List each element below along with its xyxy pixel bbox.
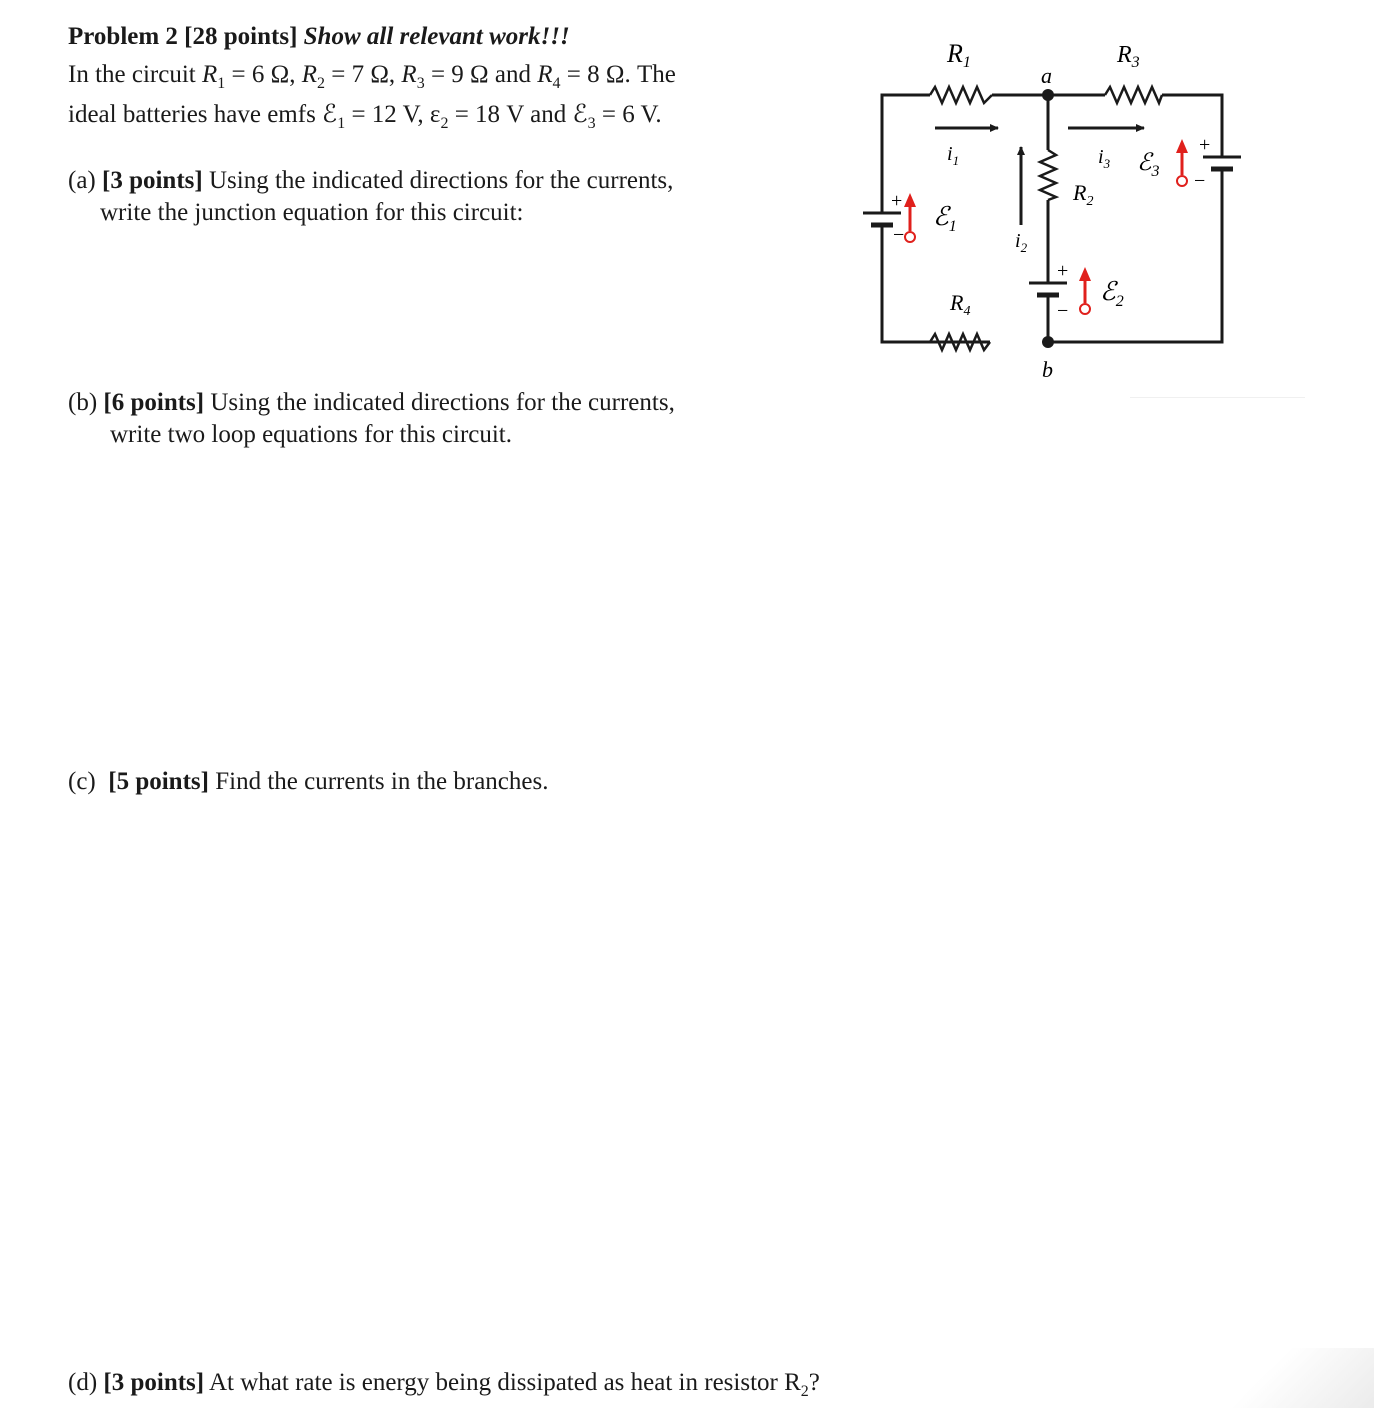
e2-sub: 2 bbox=[440, 115, 449, 132]
intro-text: In the circuit bbox=[68, 61, 202, 88]
minus-e2: − bbox=[1057, 300, 1069, 322]
part-b-text1: Using the indicated directions for the currents, bbox=[210, 389, 675, 416]
part-b-line1 bbox=[68, 388, 675, 418]
r4-value: = 8 Ω. The bbox=[560, 61, 676, 88]
part-a-points: [3 points] bbox=[102, 167, 203, 194]
r2-sub: 2 bbox=[316, 75, 325, 92]
part-a-label: (a) bbox=[68, 167, 96, 194]
r1-sub: 1 bbox=[217, 75, 226, 92]
r4-sub: 4 bbox=[552, 75, 561, 92]
part-d-sub: 2 bbox=[800, 1383, 809, 1400]
resistor-r1 bbox=[930, 87, 992, 103]
plus-e2: + bbox=[1057, 260, 1069, 282]
node-b-dot bbox=[1042, 336, 1054, 348]
faint-divider bbox=[1130, 397, 1305, 398]
r1-symbol: R bbox=[201, 61, 218, 88]
r1-value: = 6 Ω, bbox=[225, 61, 302, 88]
label-r1: R1 bbox=[947, 39, 971, 71]
label-emf2: ℰ$_2$ bbox=[1100, 277, 1124, 310]
label-node-b: b bbox=[1042, 357, 1053, 382]
part-b-label: (b) bbox=[68, 389, 98, 416]
part-c-label: (c) bbox=[68, 768, 96, 795]
problem-heading: Problem 2 [28 points] bbox=[68, 23, 298, 50]
resistor-r2 bbox=[1040, 150, 1056, 200]
r3-value: = 9 Ω and bbox=[424, 61, 538, 88]
label-r3: $R_3$ bbox=[1117, 42, 1140, 71]
plus-e3: + bbox=[1199, 134, 1211, 156]
label-r4: $R_4$ bbox=[950, 290, 971, 319]
part-d-text: At what rate is energy being dissipated as heat in resistor R bbox=[209, 1369, 801, 1396]
page-corner-shade bbox=[1194, 1348, 1374, 1408]
label-i1: $i_1$ bbox=[947, 143, 960, 168]
emf1-arrow bbox=[904, 193, 916, 242]
emf2-arrow bbox=[1079, 267, 1091, 314]
part-c-line bbox=[68, 767, 548, 797]
emfs-text: ideal batteries have emfs ℰ bbox=[68, 101, 338, 128]
plus-e1: + bbox=[891, 190, 903, 212]
part-b-points: [6 points] bbox=[103, 389, 205, 416]
r4-symbol: R bbox=[537, 61, 553, 88]
label-i2: $i_2$ bbox=[1015, 230, 1028, 255]
label-r2: $R_2$ bbox=[1073, 180, 1094, 209]
r3-symbol: R bbox=[401, 61, 417, 88]
problem-heading-line bbox=[68, 22, 570, 52]
minus-e3: − bbox=[1194, 170, 1206, 192]
circuit-diagram bbox=[855, 35, 1255, 390]
battery-e2 bbox=[1029, 283, 1067, 300]
resistor-r3 bbox=[1105, 87, 1162, 103]
label-i3: $i_3$ bbox=[1098, 146, 1111, 171]
part-b-line2: write two loop equations for this circuit. bbox=[110, 421, 513, 448]
e2-value: = 18 V and ℰ bbox=[448, 101, 588, 128]
part-d-points: [3 points] bbox=[103, 1369, 205, 1396]
e3-sub: 3 bbox=[587, 115, 596, 132]
part-d-label: (d) bbox=[68, 1369, 98, 1396]
r2-symbol: R bbox=[301, 61, 317, 88]
part-c-text: Find the currents in the branches. bbox=[215, 768, 549, 795]
problem-instruction: Show all relevant work!!! bbox=[303, 23, 570, 50]
wire-left-bottom bbox=[882, 235, 990, 342]
minus-e1: − bbox=[893, 224, 905, 246]
problem-intro-line1 bbox=[68, 60, 676, 99]
part-a-text1: Using the indicated directions for the currents, bbox=[208, 167, 674, 194]
node-a-dot bbox=[1042, 89, 1054, 101]
wire-right-top bbox=[1162, 95, 1222, 150]
part-a-line2: write the junction equation for this circuit: bbox=[100, 199, 524, 226]
label-emf3: ℰ$_3$ bbox=[1137, 150, 1160, 180]
part-a-line1 bbox=[68, 166, 673, 196]
part-d-line bbox=[68, 1368, 820, 1407]
e1-value: = 12 V, ε bbox=[345, 101, 441, 128]
label-emf1: ℰ$_1$ bbox=[933, 202, 957, 235]
label-node-a: a bbox=[1041, 63, 1052, 88]
resistor-r4 bbox=[930, 334, 990, 350]
wire-left-top bbox=[882, 95, 930, 205]
e3-value: = 6 V. bbox=[595, 101, 662, 128]
e1-sub: 1 bbox=[337, 115, 346, 132]
part-d-end: ? bbox=[808, 1369, 820, 1396]
r3-sub: 3 bbox=[416, 75, 425, 92]
emf3-arrow bbox=[1176, 139, 1188, 186]
part-c-points: [5 points] bbox=[108, 768, 209, 795]
r2-value: = 7 Ω, bbox=[324, 61, 402, 88]
problem-intro-line2 bbox=[68, 100, 662, 139]
